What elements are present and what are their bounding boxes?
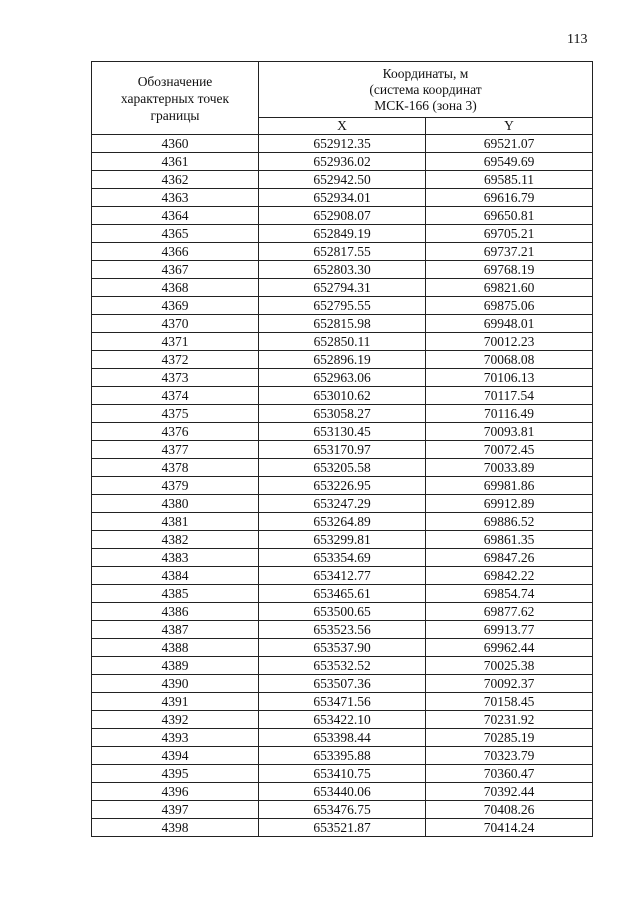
table-row — [92, 441, 593, 459]
y-coordinate-cell: 70092.37 — [426, 675, 593, 693]
y-coordinate-cell: 70072.45 — [426, 441, 593, 459]
point-id-cell: 4396 — [92, 783, 259, 801]
point-id-cell: 4390 — [92, 675, 259, 693]
x-coordinate-cell: 652912.35 — [259, 135, 426, 153]
point-id-cell: 4398 — [92, 819, 259, 837]
x-coordinate-cell: 653422.10 — [259, 711, 426, 729]
table-row — [92, 711, 593, 729]
point-id-cell: 4381 — [92, 513, 259, 531]
y-coordinate-cell: 69521.07 — [426, 135, 593, 153]
y-coordinate-cell: 69847.26 — [426, 549, 593, 567]
point-id-cell: 4365 — [92, 225, 259, 243]
point-id-cell: 4383 — [92, 549, 259, 567]
x-coordinate-cell: 652908.07 — [259, 207, 426, 225]
y-coordinate-cell: 69650.81 — [426, 207, 593, 225]
y-coordinate-cell: 70323.79 — [426, 747, 593, 765]
point-id-cell: 4372 — [92, 351, 259, 369]
y-coordinate-cell: 70068.08 — [426, 351, 593, 369]
table-row — [92, 495, 593, 513]
point-id-cell: 4393 — [92, 729, 259, 747]
table-row — [92, 549, 593, 567]
point-id-cell: 4377 — [92, 441, 259, 459]
y-coordinate-cell: 70106.13 — [426, 369, 593, 387]
table-row — [92, 189, 593, 207]
x-coordinate-cell: 653010.62 — [259, 387, 426, 405]
point-id-cell: 4384 — [92, 567, 259, 585]
table-row — [92, 621, 593, 639]
y-coordinate-cell: 69912.89 — [426, 495, 593, 513]
coords-label-line3: МСК-166 (зона 3) — [374, 97, 477, 113]
x-coordinate-cell: 653410.75 — [259, 765, 426, 783]
point-id-cell: 4378 — [92, 459, 259, 477]
x-coordinate-cell: 653500.65 — [259, 603, 426, 621]
x-coordinate-cell: 653395.88 — [259, 747, 426, 765]
point-id-cell: 4364 — [92, 207, 259, 225]
x-coordinate-cell: 652942.50 — [259, 171, 426, 189]
y-coordinate-cell: 69886.52 — [426, 513, 593, 531]
point-id-cell: 4373 — [92, 369, 259, 387]
table-row — [92, 243, 593, 261]
table-row — [92, 729, 593, 747]
table-row — [92, 135, 593, 153]
y-column-header: Y — [426, 118, 593, 135]
table-row — [92, 261, 593, 279]
x-coordinate-cell: 653130.45 — [259, 423, 426, 441]
x-coordinate-cell: 653412.77 — [259, 567, 426, 585]
x-coordinate-cell: 653299.81 — [259, 531, 426, 549]
x-coordinate-cell: 652849.19 — [259, 225, 426, 243]
table-row — [92, 315, 593, 333]
table-row — [92, 603, 593, 621]
y-coordinate-cell: 70392.44 — [426, 783, 593, 801]
point-id-cell: 4360 — [92, 135, 259, 153]
point-id-cell: 4379 — [92, 477, 259, 495]
y-coordinate-cell: 69616.79 — [426, 189, 593, 207]
y-coordinate-cell: 70033.89 — [426, 459, 593, 477]
x-coordinate-cell: 652934.01 — [259, 189, 426, 207]
point-id-cell: 4388 — [92, 639, 259, 657]
y-coordinate-cell: 70231.92 — [426, 711, 593, 729]
y-coordinate-cell: 70025.38 — [426, 657, 593, 675]
x-coordinate-cell: 653465.61 — [259, 585, 426, 603]
x-coordinate-cell: 652803.30 — [259, 261, 426, 279]
table-row — [92, 387, 593, 405]
x-coordinate-cell: 652963.06 — [259, 369, 426, 387]
x-coordinate-cell: 653226.95 — [259, 477, 426, 495]
coordinates-table — [91, 61, 593, 837]
points-column-label: Обозначение характерных точек границы — [120, 73, 230, 123]
point-id-cell: 4363 — [92, 189, 259, 207]
table-row — [92, 405, 593, 423]
y-coordinate-cell: 69981.86 — [426, 477, 593, 495]
y-coordinate-cell: 69549.69 — [426, 153, 593, 171]
x-coordinate-cell: 653476.75 — [259, 801, 426, 819]
point-id-cell: 4374 — [92, 387, 259, 405]
table-row — [92, 225, 593, 243]
point-id-cell: 4391 — [92, 693, 259, 711]
y-coordinate-cell: 70285.19 — [426, 729, 593, 747]
point-id-cell: 4362 — [92, 171, 259, 189]
point-id-cell: 4394 — [92, 747, 259, 765]
y-coordinate-cell: 69768.19 — [426, 261, 593, 279]
x-coordinate-cell: 652815.98 — [259, 315, 426, 333]
table-row — [92, 567, 593, 585]
point-id-cell: 4387 — [92, 621, 259, 639]
table-row — [92, 279, 593, 297]
coords-label-line2: (система координат — [369, 81, 482, 97]
x-coordinate-cell: 653247.29 — [259, 495, 426, 513]
x-column-header: X — [259, 118, 426, 135]
x-coordinate-cell: 653537.90 — [259, 639, 426, 657]
table-row — [92, 297, 593, 315]
y-coordinate-cell: 69913.77 — [426, 621, 593, 639]
x-coordinate-cell: 652850.11 — [259, 333, 426, 351]
y-coordinate-cell: 70414.24 — [426, 819, 593, 837]
x-coordinate-cell: 652896.19 — [259, 351, 426, 369]
point-id-cell: 4389 — [92, 657, 259, 675]
table-row — [92, 171, 593, 189]
table-row — [92, 531, 593, 549]
table-row — [92, 207, 593, 225]
point-id-cell: 4368 — [92, 279, 259, 297]
x-coordinate-cell: 653471.56 — [259, 693, 426, 711]
x-coordinate-cell: 653205.58 — [259, 459, 426, 477]
x-coordinate-cell: 653532.52 — [259, 657, 426, 675]
point-id-cell: 4386 — [92, 603, 259, 621]
table-row — [92, 153, 593, 171]
y-coordinate-cell: 70012.23 — [426, 333, 593, 351]
table-row — [92, 351, 593, 369]
x-coordinate-cell: 653058.27 — [259, 405, 426, 423]
table-row — [92, 459, 593, 477]
x-coordinate-cell: 652817.55 — [259, 243, 426, 261]
table-row — [92, 585, 593, 603]
y-coordinate-cell: 69821.60 — [426, 279, 593, 297]
point-id-cell: 4361 — [92, 153, 259, 171]
y-coordinate-cell: 69861.35 — [426, 531, 593, 549]
table-row — [92, 801, 593, 819]
y-coordinate-cell: 69948.01 — [426, 315, 593, 333]
y-coordinate-cell: 70116.49 — [426, 405, 593, 423]
table-row — [92, 657, 593, 675]
x-coordinate-cell: 652794.31 — [259, 279, 426, 297]
point-id-cell: 4385 — [92, 585, 259, 603]
coordinates-column-header — [259, 62, 593, 118]
x-coordinate-cell: 653398.44 — [259, 729, 426, 747]
y-coordinate-cell: 70117.54 — [426, 387, 593, 405]
point-id-cell: 4382 — [92, 531, 259, 549]
x-coordinate-cell: 652936.02 — [259, 153, 426, 171]
y-coordinate-cell: 69705.21 — [426, 225, 593, 243]
table-row — [92, 783, 593, 801]
y-coordinate-cell: 69875.06 — [426, 297, 593, 315]
point-id-cell: 4367 — [92, 261, 259, 279]
y-coordinate-cell: 69842.22 — [426, 567, 593, 585]
x-coordinate-cell: 653523.56 — [259, 621, 426, 639]
table-row — [92, 765, 593, 783]
point-id-cell: 4376 — [92, 423, 259, 441]
x-coordinate-cell: 653521.87 — [259, 819, 426, 837]
point-id-cell: 4397 — [92, 801, 259, 819]
table-body — [92, 135, 593, 837]
point-id-cell: 4366 — [92, 243, 259, 261]
y-coordinate-cell: 70408.26 — [426, 801, 593, 819]
x-coordinate-cell: 653170.97 — [259, 441, 426, 459]
y-coordinate-cell: 69737.21 — [426, 243, 593, 261]
point-id-cell: 4371 — [92, 333, 259, 351]
x-coordinate-cell: 653507.36 — [259, 675, 426, 693]
y-coordinate-cell: 69854.74 — [426, 585, 593, 603]
point-id-cell: 4370 — [92, 315, 259, 333]
point-id-cell: 4380 — [92, 495, 259, 513]
table-row — [92, 333, 593, 351]
y-coordinate-cell: 70093.81 — [426, 423, 593, 441]
table-row — [92, 513, 593, 531]
table-row — [92, 819, 593, 837]
point-id-cell: 4369 — [92, 297, 259, 315]
point-id-cell: 4375 — [92, 405, 259, 423]
y-coordinate-cell: 69962.44 — [426, 639, 593, 657]
table-row — [92, 477, 593, 495]
y-coordinate-cell: 69877.62 — [426, 603, 593, 621]
y-coordinate-cell: 70360.47 — [426, 765, 593, 783]
table-row — [92, 369, 593, 387]
y-coordinate-cell: 69585.11 — [426, 171, 593, 189]
table-row — [92, 693, 593, 711]
page-number: 113 — [567, 32, 588, 47]
point-id-cell: 4392 — [92, 711, 259, 729]
x-coordinate-cell: 652795.55 — [259, 297, 426, 315]
x-coordinate-cell: 653354.69 — [259, 549, 426, 567]
coords-label-line1: Координаты, м — [382, 65, 469, 81]
table-row — [92, 675, 593, 693]
table-row — [92, 747, 593, 765]
table-row — [92, 639, 593, 657]
x-coordinate-cell: 653264.89 — [259, 513, 426, 531]
table-row — [92, 423, 593, 441]
x-coordinate-cell: 653440.06 — [259, 783, 426, 801]
point-id-cell: 4395 — [92, 765, 259, 783]
y-coordinate-cell: 70158.45 — [426, 693, 593, 711]
points-column-header — [92, 62, 259, 135]
